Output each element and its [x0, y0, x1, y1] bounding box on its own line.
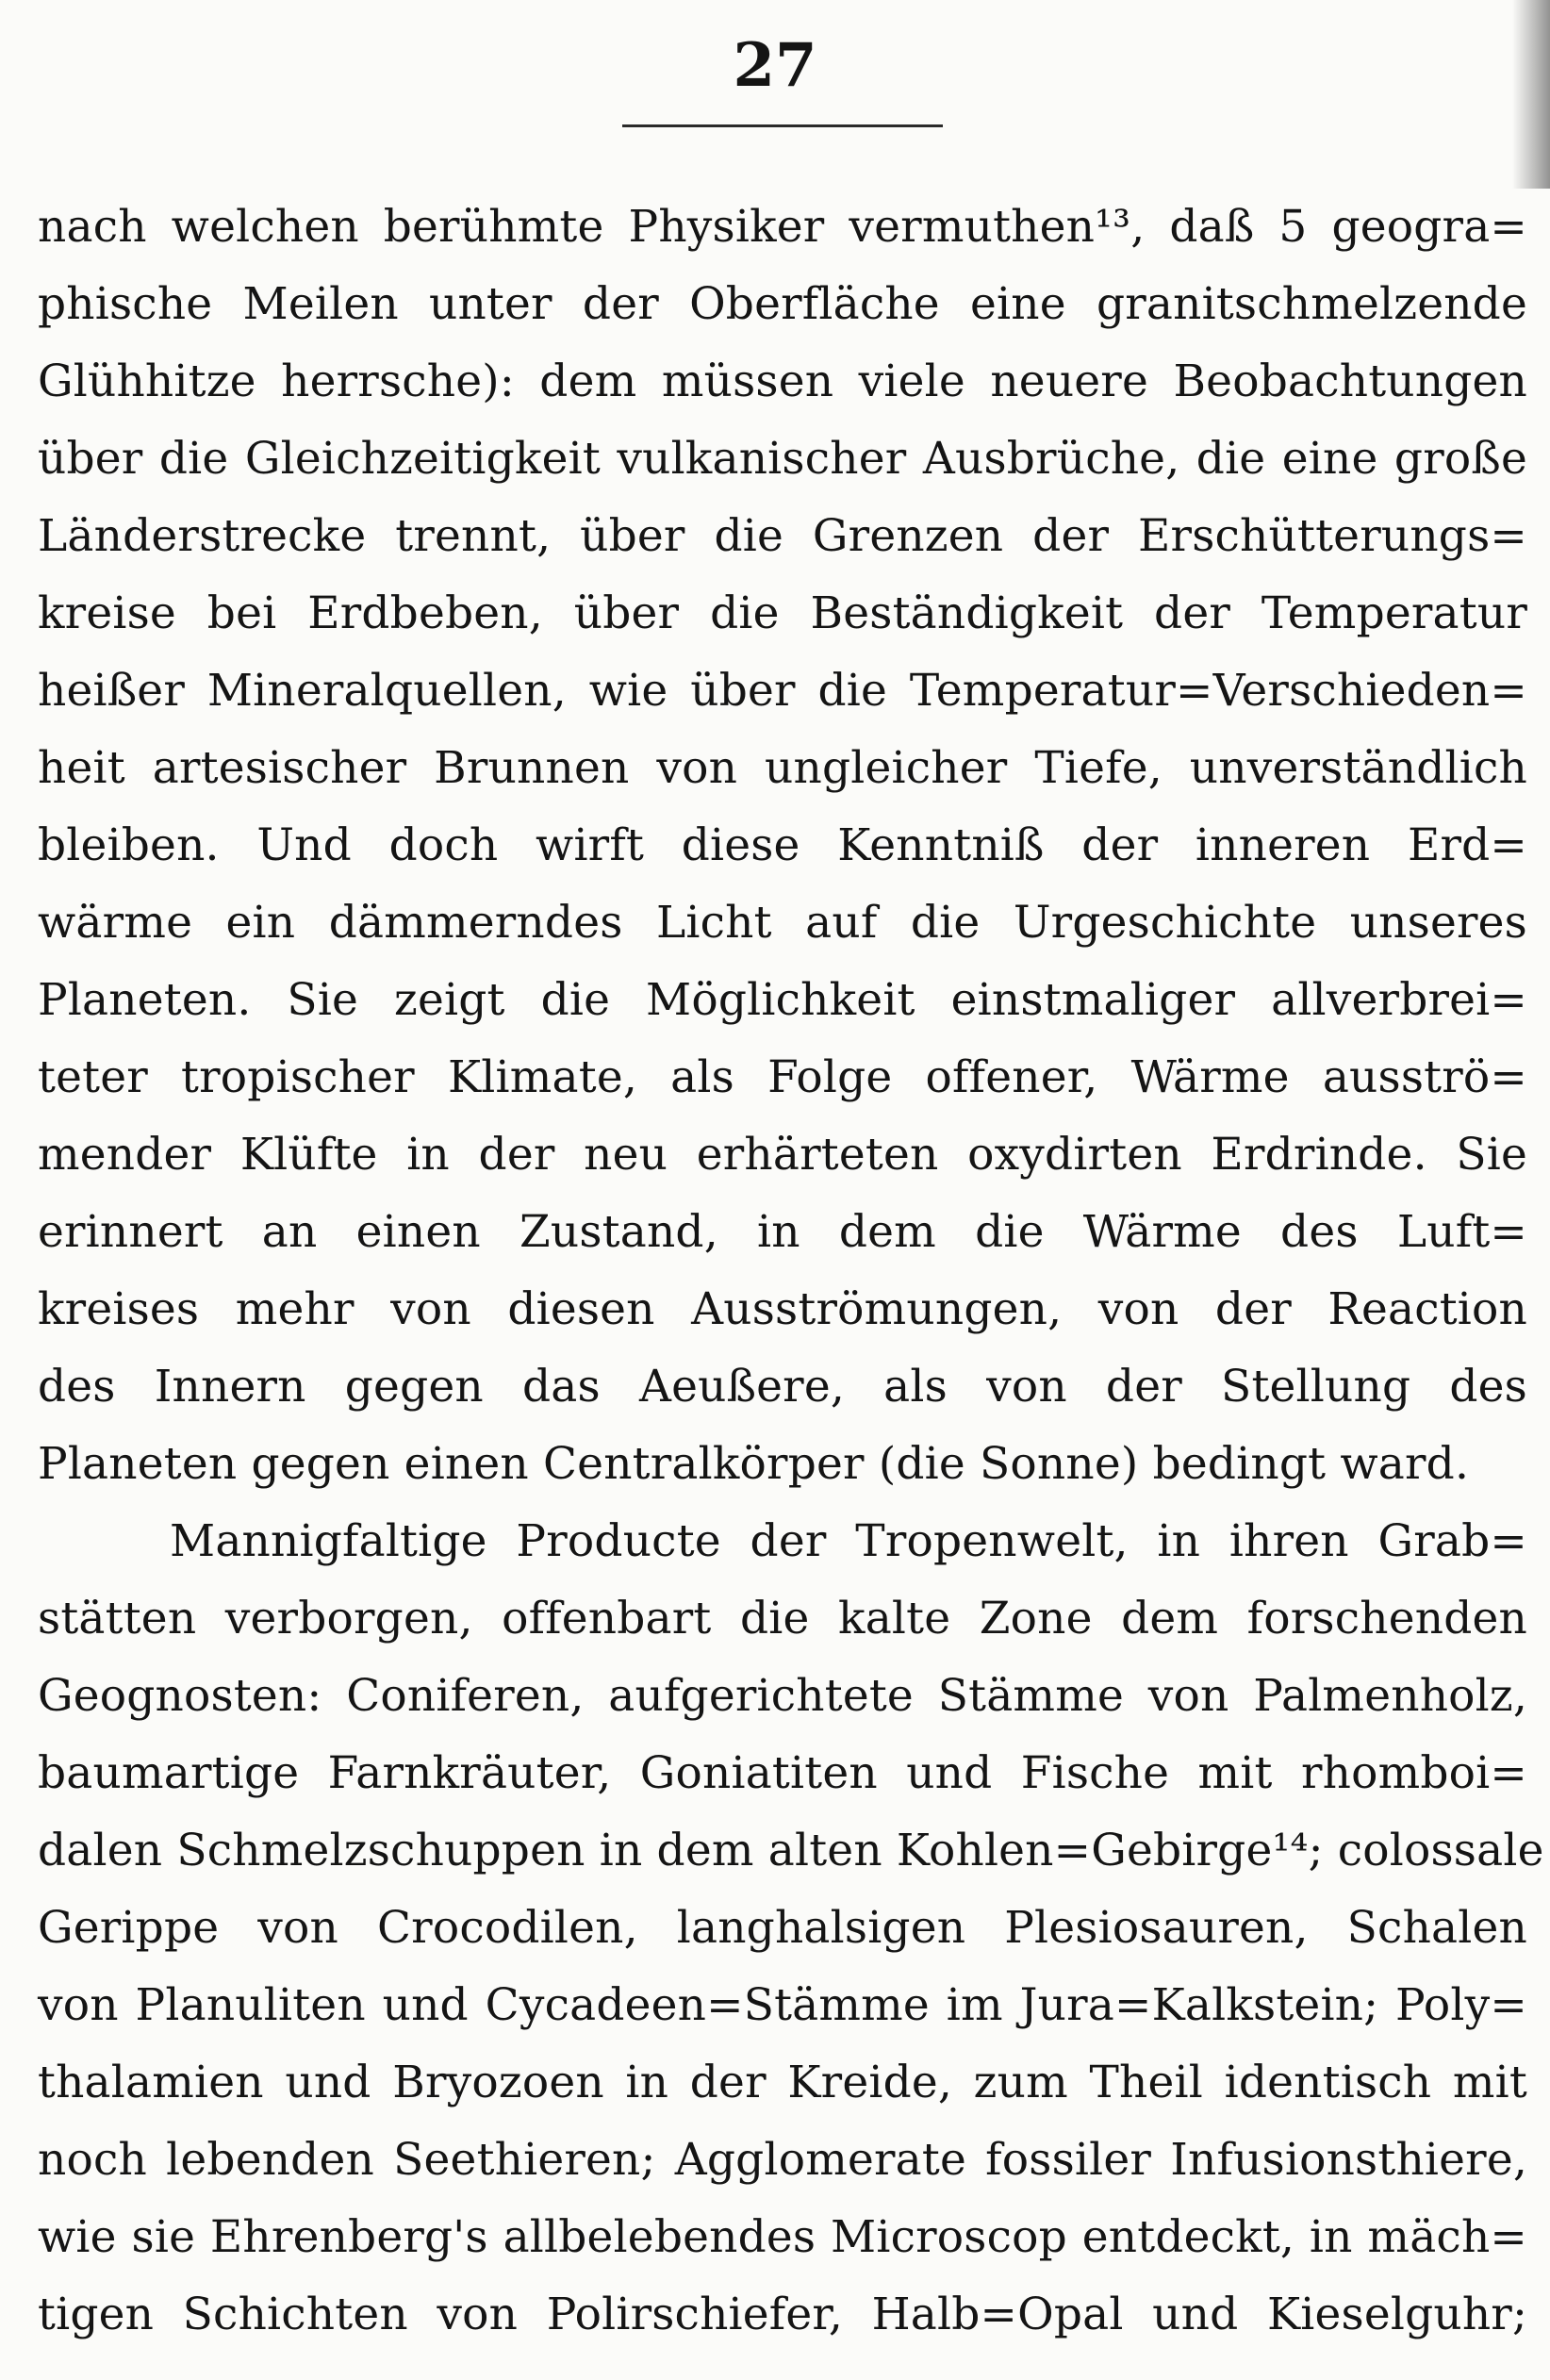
text-line: Geognosten: Coniferen, aufgerichtete Stämme von Palmenholz, — [38, 1670, 1527, 1722]
text-line: dalen Schmelzschuppen in dem alten Kohlen=Gebirge¹⁴; colossale — [38, 1825, 1544, 1876]
text-line: nach welchen berühmte Physiker vermuthen¹³, daß 5 geogra= — [38, 201, 1527, 253]
text-line: Planeten gegen einen Centralkörper (die Sonne) bedingt ward. — [38, 1438, 1470, 1490]
text-line: bleiben. Und doch wirft diese Kenntniß der inneren Erd= — [38, 819, 1527, 871]
text-line: des Innern gegen das Aeußere, als von der Stellung des — [38, 1361, 1527, 1413]
text-line: baumartige Farnkräuter, Goniatiten und Fische mit rhomboi= — [38, 1747, 1527, 1799]
text-line: noch lebenden Seethieren; Agglomerate fossiler Infusionsthiere, — [38, 2134, 1527, 2186]
text-line: Glühhitze herrsche): dem müssen viele neuere Beobachtungen — [38, 355, 1527, 407]
text-line: Mannigfaltige Producte der Tropenwelt, in ihren Grab= — [170, 1515, 1527, 1567]
header-rule — [622, 124, 943, 127]
text-line: phische Meilen unter der Oberfläche eine granitschmelzende — [38, 278, 1527, 330]
text-line: Planeten. Sie zeigt die Möglichkeit einstmaliger allverbrei= — [38, 974, 1527, 1026]
text-line: Länderstrecke trennt, über die Grenzen der Erschütterungs= — [38, 510, 1527, 562]
text-line: tigen Schichten von Polirschiefer, Halb=Opal und Kieselguhr; — [38, 2289, 1527, 2340]
text-line: erinnert an einen Zustand, in dem die Wärme des Luft= — [38, 1206, 1527, 1258]
page-number: 27 — [733, 30, 817, 101]
text-line: heit artesischer Brunnen von ungleicher Tiefe, unverständlich — [38, 742, 1527, 794]
text-line: Gerippe von Crocodilen, langhalsigen Plesiosauren, Schalen — [38, 1902, 1527, 1954]
text-line: über die Gleichzeitigkeit vulkanischer Ausbrüche, die eine große — [38, 433, 1527, 485]
text-line: kreises mehr von diesen Ausströmungen, von der Reaction — [38, 1283, 1527, 1335]
text-line: wärme ein dämmerndes Licht auf die Urgeschichte unseres — [38, 897, 1527, 949]
text-line: mender Klüfte in der neu erhärteten oxydirten Erdrinde. Sie — [38, 1129, 1527, 1181]
text-line: kreise bei Erdbeben, über die Beständigkeit der Temperatur — [38, 587, 1527, 639]
body-text — [38, 189, 1544, 2354]
text-line: heißer Mineralquellen, wie über die Temperatur=Verschieden= — [38, 665, 1527, 717]
text-line: teter tropischer Klimate, als Folge offener, Wärme ausströ= — [38, 1051, 1527, 1103]
text-line: stätten verborgen, offenbart die kalte Zone dem forschenden — [38, 1593, 1527, 1645]
text-line: wie sie Ehrenberg's allbelebendes Microscop entdeckt, in mäch= — [38, 2211, 1527, 2263]
text-line: thalamien und Bryozoen in der Kreide, zum Theil identisch mit — [38, 2057, 1527, 2108]
text-line: von Planuliten und Cycadeen=Stämme im Jura=Kalkstein; Poly= — [38, 1979, 1527, 2031]
